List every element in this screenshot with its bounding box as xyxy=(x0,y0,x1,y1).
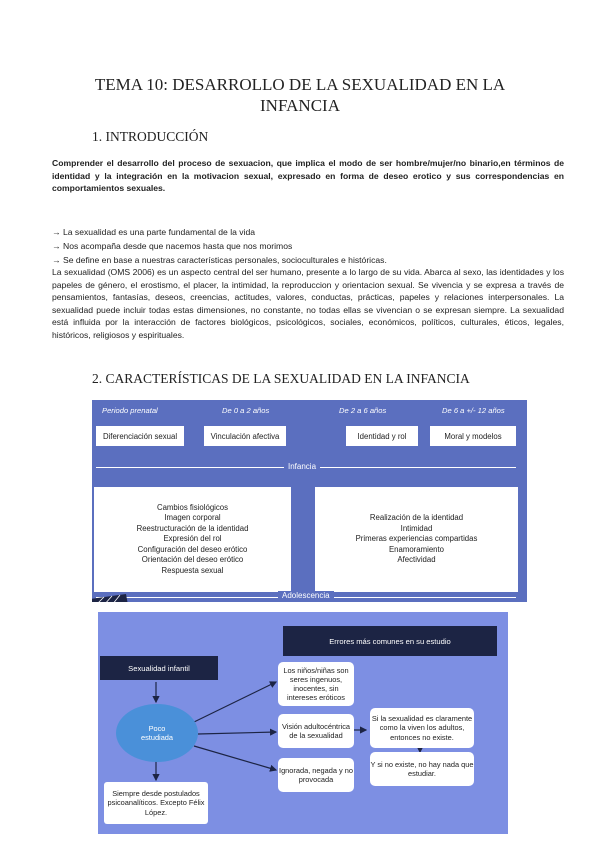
experience-item: Intimidad xyxy=(400,523,433,533)
si-no-existe-node: Y si no existe, no hay nada que estudiar. xyxy=(370,752,474,786)
stage-box: Identidad y rol xyxy=(346,426,418,446)
siempre-postulados-node: Siempre desde postulados psicoanalíticos. Excepto Félix López. xyxy=(104,782,208,824)
stage-box: Moral y modelos xyxy=(430,426,516,446)
decorative-corner-icon xyxy=(92,593,130,602)
period-label: De 0 a 2 años xyxy=(222,406,270,415)
section-heading-caracteristicas: 2. CARACTERÍSTICAS DE LA SEXUALIDAD EN LA INFANCIA xyxy=(92,371,470,386)
period-label: De 6 a +/- 12 años xyxy=(442,406,505,415)
document-title: TEMA 10: DESARROLLO DE LA SEXUALIDAD EN LA INFANCIA xyxy=(94,75,506,115)
period-label: Periodo prenatal xyxy=(102,406,158,415)
connector-arrow xyxy=(194,746,276,770)
period-label: De 2 a 6 años xyxy=(339,406,387,415)
change-item: Configuración del deseo erótico xyxy=(137,544,248,554)
arrow-point: → Nos acompaña desde que nacemos hasta que nos morimos xyxy=(52,241,293,251)
stage-box: Diferenciación sexual xyxy=(96,426,184,446)
infancia-label: Infancia xyxy=(284,462,320,471)
arrow-point: → Se define en base a nuestras características personales, socioculturales e históricas. xyxy=(52,255,387,265)
section-heading-introduccion: 1. INTRODUCCIÓN xyxy=(92,129,209,144)
errors-header: Errores más comunes en su estudio xyxy=(283,626,497,656)
experience-item: Enamoramiento xyxy=(388,544,445,554)
vision-adultocentrica-node: Visión adultocéntrica de la sexualidad xyxy=(278,714,354,748)
experience-item: Afectividad xyxy=(397,555,436,565)
common-errors-diagram xyxy=(98,612,508,834)
poco-estudiada-circle: Poco estudiada xyxy=(116,704,198,762)
stage-box: Vinculación afectiva xyxy=(204,426,286,446)
adolescence-changes-box xyxy=(94,487,291,592)
change-item: Expresión del rol xyxy=(163,534,222,544)
arrow-list xyxy=(52,225,387,267)
adolescencia-label: Adolescencia xyxy=(278,591,334,600)
development-stages-diagram xyxy=(92,400,527,602)
change-item: Imagen corporal xyxy=(164,513,221,523)
oms-paragraph: La sexualidad (OMS 2006) es un aspecto central del ser humano, presente a lo largo de su vida. Abarca al sexo, las identidades y los papeles de género, el erostismo, el placer, la intimidad, la reproduccion y orientacion sexual. Se vivencia y se expresa a través de pensamientos, fantasías, deseos, creencias, actitudes, valores, conductas, prácticas, papeles y relaciones interpersonales. La sexualidad puede incluir todas estas dimensiones, no constante, no todas ellas se vivencian o se expresan siempre. La sexualidad está influida por la interacción de factores biológicos, psicológicos, sociales, económicos, políticos, culturales, éticos, legales, históricos, religiosos y espirituales. xyxy=(52,267,564,340)
sexualidad-infantil-box: Sexualidad infantil xyxy=(100,656,218,680)
ninos-ingenuos-node: Los niños/niñas son seres ingenuos, inocentes, sin intereses eróticos xyxy=(278,662,354,706)
experience-item: Primeras experiencias compartidas xyxy=(355,534,478,544)
si-sexualidad-node: Si la sexualidad es claramente como la viven los adultos, entonces no existe. xyxy=(370,708,474,748)
intro-paragraph: Comprender el desarrollo del proceso de sexuacion, que implica el modo de ser hombre/mujer/no binario,en términos de identidad y la integración en la motivacion sexual, expresado en forma de deseo erotico y sus correspondencias en comportamientos sexuales. xyxy=(52,158,564,194)
adolescence-experiences-box xyxy=(315,487,518,592)
arrow-point: → La sexualidad es una parte fundamental de la vida xyxy=(52,227,256,237)
experience-item: Realización de la identidad xyxy=(369,513,464,523)
ignorada-node: Ignorada, negada y no provocada xyxy=(278,758,354,792)
connector-arrow xyxy=(194,682,276,722)
change-item: Cambios fisiológicos xyxy=(156,503,229,513)
change-item: Reestructuración de la identidad xyxy=(136,523,249,533)
connector-arrow xyxy=(198,732,276,734)
change-item: Respuesta sexual xyxy=(161,565,224,575)
change-item: Orientación del deseo erótico xyxy=(141,555,244,565)
